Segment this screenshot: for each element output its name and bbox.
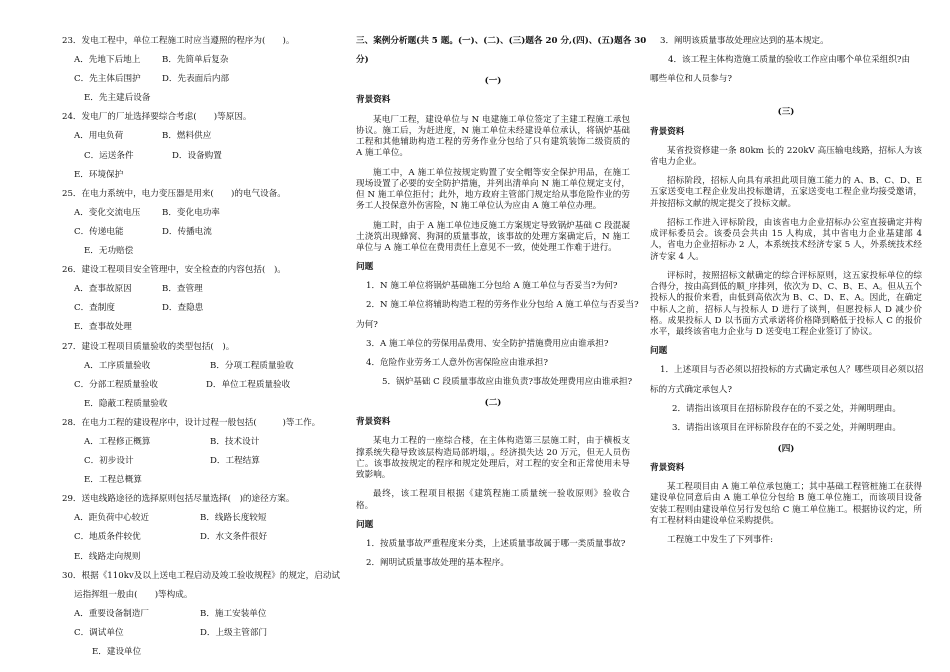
option-b: B．先简单后复杂 [162, 55, 229, 66]
column-left [62, 36, 341, 666]
option-c: C．分部工程质量验收 [74, 379, 158, 390]
option-a: A．工序质量验收 [84, 360, 151, 371]
case-question: 3．A 施工单位的劳保用品费用、安全防护措施费用应由谁承担? [366, 338, 609, 349]
question-29: 29．送电线路途径的选择原则包括尽量选择( )的途径方案。 [62, 494, 295, 505]
question-30-cont: 运指挥组一般由( )等构成。 [74, 589, 193, 600]
option-e: E．环境保护 [74, 169, 124, 180]
option-d: D．设备购置 [172, 150, 222, 161]
option-d: D．上级主管部门 [200, 627, 268, 638]
option-d: D．单位工程质量验收 [206, 379, 291, 390]
option-e: E．先主建后设备 [84, 93, 151, 104]
case-question: 5．锅炉基础 C 段质量事故应由谁负责?事故处理费用应由谁承担? [382, 376, 633, 387]
background-label: 背景资料 [356, 95, 391, 106]
case-question-cont: 哪些单位和人员参与? [650, 74, 732, 85]
background-label: 背景资料 [356, 417, 391, 428]
case-question: 2．请指出该项目在招标阶段存在的不妥之处，并阐明理由。 [672, 403, 901, 414]
option-d: D．先表面后内部 [162, 74, 230, 85]
option-b: B．分项工程质量验收 [210, 360, 294, 371]
paragraph: 某电厂工程，建设单位与 N 电建施工单位签定了主建工程施工承包协议。施工后，为赶进度，N 施工单位未经建设单位承认，将锅炉基础工程和其他辅助构造工程的劳务作业分包给了只有建筑装饰二级资质的 A 施工单位。 [356, 114, 630, 159]
option-row [62, 456, 334, 467]
paragraph: 施工中，A 施工单位按规定购置了安全帽等安全保护用品，在施工现场设置了必要的安全防护措施，并列出清单向 N 施工单位规定支付，但 N 施工单位拒付；此外，地方政府主管部门规定给从事危险作业的劳务工人投保意外伤害险，N 施工单位认为应由 A 施工单位办理。 [356, 167, 630, 212]
option-d: D．查隐患 [162, 303, 204, 314]
option-e: E．工程总概算 [84, 475, 142, 486]
question-label: 问题 [650, 346, 668, 357]
option-a: A．距负荷中心较近 [74, 513, 149, 524]
option-row [62, 208, 334, 219]
option-d: D．水文条件很好 [200, 532, 268, 543]
question-label: 问题 [356, 519, 374, 530]
case-question: 3．阐明该质量事故处理应达到的基本规定。 [660, 36, 829, 46]
paragraph: 招标工作进入评标阶段，由该省电力企业招标办公室直接确定并构成评标委员会。该委员会共由 15 人构成，其中省电力企业基建部 4 人，省电力企业招标办 2 人，本系统技术经济专家 5 人，外系统技术经济专家 4 人。 [650, 217, 922, 262]
option-e: E．线路走向规则 [74, 551, 141, 562]
question-25: 25．在电力系统中，电力变压器是用来( )的电气设备。 [62, 188, 286, 199]
option-row [62, 437, 334, 448]
question-26: 26．建设工程项目安全管理中，安全检查的内容包括( )。 [62, 265, 286, 276]
option-row [62, 131, 334, 142]
option-e: E．隐蔽工程质量验收 [84, 398, 168, 409]
paragraph: 评标时，按照招标文献确定的综合评标原则，这五家投标单位的综合得分，按由高到低的顺_序排列，依次为 D、C、B、E、A。但从五个投标人的报价来看，由低到高依次为 B、C、D、E、A。因此，在确定中标人之前，招标人与投标人 D 进行了谈判，但愿投标人 D 减少价格。成果投标人 D 以书面方式承诺将价格降到略低于投标人 C 的报价水平，最终该省电力企业与 D 送变电工程企业签订了协议。 [650, 270, 922, 338]
option-b: B．施工安装单位 [200, 608, 267, 619]
option-b: B．技术设计 [210, 436, 260, 447]
option-b: B．燃料供应 [162, 131, 212, 142]
paragraph: 最终，该工程项目根据《建筑程施工质量统一验收原则》验收合格。 [356, 489, 630, 511]
option-d: D．传播电流 [162, 226, 212, 237]
paragraph: 某工程项目由 A 施工单位承包施工；其中基础工程管桩施工在获得建设单位同意后由 A 施工单位分包给 B 施工单位施工，而该项目设备安装工程则由建设单位另行发包给 C 施工单位施工。根据协议约定，所有工程材料由建设单位采购提供。 [650, 482, 922, 527]
option-row [62, 609, 334, 620]
background-label: 背景资料 [650, 126, 685, 137]
section-title: 三、案例分析题(共 5 题。(一)、(二)、(三)题各 20 分,(四)、(五)题各 30 [356, 36, 647, 46]
option-d: D．工程结算 [210, 456, 260, 467]
question-30: 30．根据《110kv及以上送电工程启动及竣工验收规程》的规定，启动试 [62, 570, 341, 581]
option-c: C．调试单位 [74, 627, 124, 638]
option-row [62, 380, 334, 391]
option-row [62, 303, 334, 314]
option-a: A．工程修正概算 [84, 436, 151, 447]
paragraph: 工程施工中发生了下列事件: [667, 535, 774, 546]
option-row [62, 284, 334, 295]
case-heading: (三) [777, 107, 795, 118]
option-row [62, 151, 334, 162]
paragraph: 招标阶段，招标人向具有承担此项目施工能力的 A、B、C、D、E 五家送变电工程企业发出投标邀请，五家送变电工程企业均接受邀请，并按招标文献的规定提交了投标文献。 [650, 176, 922, 209]
question-label: 问题 [356, 262, 374, 273]
case-question: 2．N 施工单位将辅助构造工程的劳务作业分包给 A 施工单位与否妥当? [366, 300, 639, 311]
option-c: C．先主体后围护 [74, 74, 141, 85]
section-title-cont: 分) [356, 55, 369, 66]
case-question: 4．该工程主体构造施工质量的验收工作应由哪个单位采组织?由 [668, 55, 911, 66]
question-28: 28．在电力工程的建设程序中，设计过程一般包括( )等工作。 [62, 417, 321, 428]
column-right [650, 36, 922, 554]
option-c: C．运送条件 [84, 150, 134, 161]
case-heading: (一) [484, 76, 502, 87]
paragraph: 某电力工程的一座综合楼，在主体构造第三层施工时，由于横板支撑系统失稳导致该层构造局部坍塌，。经济损失达 20 万元，但无人员伤亡。该事故按规定的程序和规定处理后，对工程的安全和正常使用未导致影响。 [356, 436, 630, 481]
case-heading: (二) [484, 398, 502, 409]
case-question-cont: 标的方式确定承包人? [650, 384, 732, 395]
background-label: 背景资料 [650, 463, 685, 474]
option-row [62, 227, 334, 238]
case-question: 1．上述项目与否必须以招投标的方式确定承包人？哪些项目必须以招 [660, 365, 924, 376]
case-question: 3．请指出该项目在评标阶段存在的不妥之处，并阐明理由。 [672, 422, 901, 433]
option-row [62, 628, 334, 639]
paragraph: 施工时，由于 A 施工单位违反施工方案规定导致锅炉基础 C 段混凝土浇筑出现蜂窝、狗洞的质量事故，该事故的处理方案确定后，N 施工单位与 A 施工单位在费用责任上意见不一致，使处理工作难于进行。 [356, 220, 630, 254]
option-e: E．建设单位 [92, 647, 142, 657]
option-c: C．地质条件较优 [74, 532, 141, 543]
paragraph: 某省投资修建一条 80km 长的 220kV 高压输电线路，招标人为该省电力企业。 [650, 145, 922, 167]
case-question: 4．危险作业劳务工人意外伤害保险应由谁承担? [366, 357, 548, 368]
option-a: A．重要设备制造厂 [74, 608, 149, 619]
option-b: B．变化电功率 [162, 207, 220, 218]
option-row [62, 55, 334, 66]
question-27: 27．建设工程项目质量验收的类型包括( )。 [62, 341, 235, 352]
option-c: C．传递电能 [74, 226, 124, 237]
column-middle [356, 36, 647, 577]
option-b: B．查管理 [162, 284, 203, 295]
option-b: B．线路长度较短 [200, 513, 267, 524]
option-c: C．查制度 [74, 303, 115, 314]
option-a: A．查事故原因 [74, 284, 132, 295]
case-question: 1．按质量事故严重程度来分类，上述质量事故属于哪一类质量事故? [366, 538, 626, 549]
option-e: E．无功赔偿 [84, 246, 134, 257]
case-question-cont: 为何? [356, 319, 378, 330]
case-question: 2．阐明试质量事故处理的基本程序。 [366, 557, 509, 568]
option-c: C．初步设计 [84, 456, 134, 467]
case-heading: (四) [777, 443, 795, 454]
question-24: 24．发电厂的厂址选择要综合考虑( )等原因。 [62, 112, 252, 123]
case-question: 1．N 施工单位将锅炉基础施工分包给 A 施工单位与否妥当?为何? [366, 281, 618, 292]
option-e: E．查事故处理 [74, 322, 132, 333]
option-row [62, 361, 334, 372]
option-a: A．先地下后地上 [74, 55, 141, 66]
question-23: 23．发电工程中，单位工程施工时应当遵照的程序为( )。 [62, 36, 295, 46]
option-row [62, 513, 334, 524]
option-row [62, 532, 334, 543]
option-a: A．用电负荷 [74, 131, 124, 142]
option-a: A．变化交流电压 [74, 207, 141, 218]
option-row [62, 74, 334, 85]
